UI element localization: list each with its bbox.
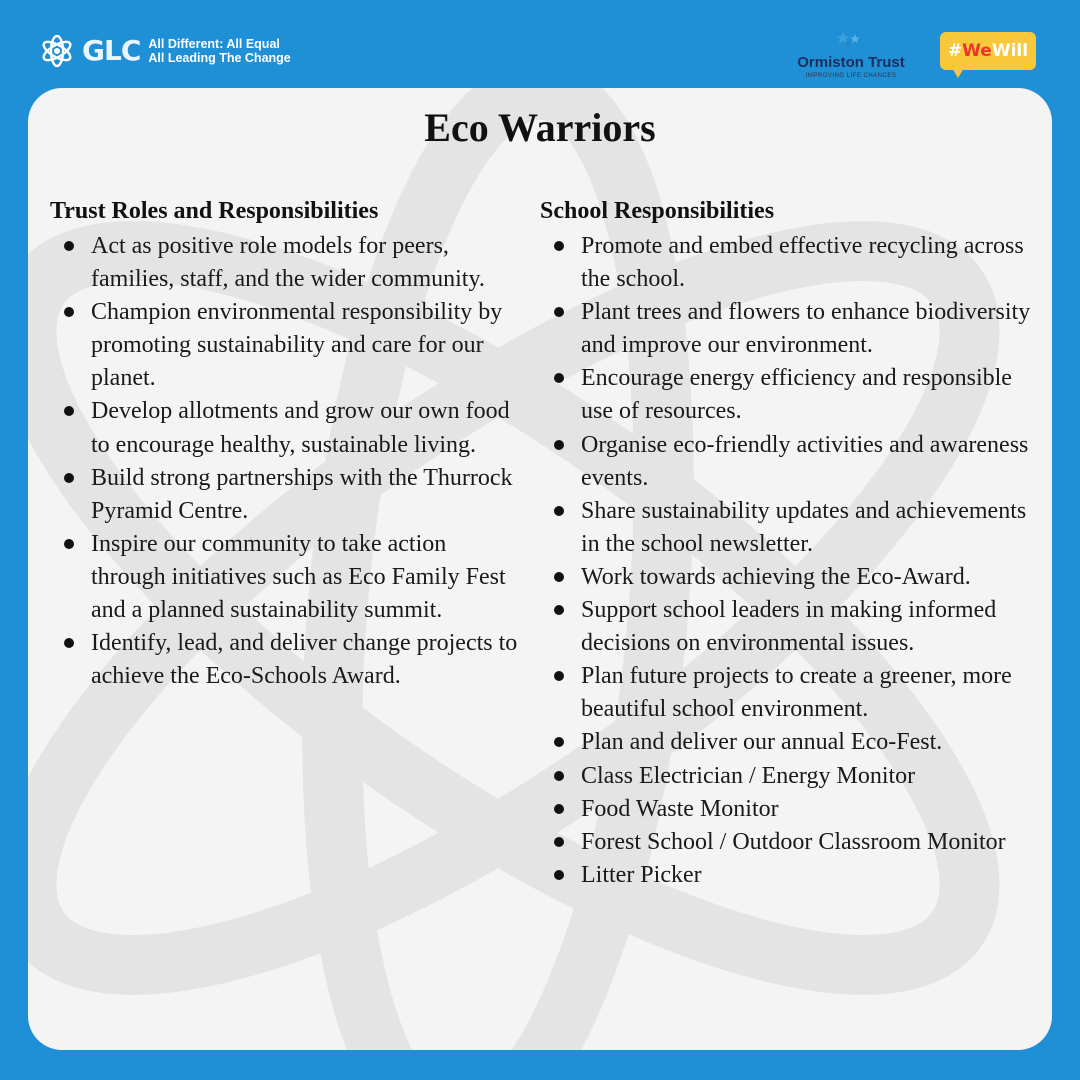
bullet-dot-icon xyxy=(554,307,564,317)
list-item xyxy=(540,726,1040,759)
list-item xyxy=(540,561,1040,594)
list-item-text: Inspire our community to take action through initiatives such as Eco Family Fest and a planned sustainability summit. xyxy=(91,530,506,624)
list-item xyxy=(540,495,1040,561)
list-item xyxy=(50,528,520,627)
bullet-dot-icon xyxy=(554,671,564,681)
bullet-dot-icon xyxy=(554,771,564,781)
glc-star-logo-icon xyxy=(40,34,74,68)
list-item-text: Support school leaders in making informed decisions on environmental issues. xyxy=(581,597,997,657)
list-item xyxy=(540,859,1040,892)
list-item xyxy=(540,230,1040,296)
list-item xyxy=(50,230,520,296)
bullet-dot-icon xyxy=(554,440,564,450)
glc-tagline-line-1: All Different: All Equal xyxy=(148,37,280,51)
list-item-text: Promote and embed effective recycling across the school. xyxy=(581,233,1024,293)
list-item xyxy=(540,760,1040,793)
list-item xyxy=(540,826,1040,859)
bullet-dot-icon xyxy=(64,473,74,483)
list-item-text: Share sustainability updates and achievements in the school newsletter. xyxy=(581,497,1027,557)
bullet-dot-icon xyxy=(64,638,74,648)
wewill-will: Will xyxy=(991,41,1029,61)
list-item-text: Identify, lead, and deliver change projects to achieve the Eco-Schools Award. xyxy=(91,630,518,690)
list-item-text: Plant trees and flowers to enhance biodiversity and improve our environment. xyxy=(581,299,1031,359)
trust-roles-list xyxy=(50,230,520,693)
bullet-dot-icon xyxy=(64,406,74,416)
list-item xyxy=(540,793,1040,826)
list-item-text: Plan and deliver our annual Eco-Fest. xyxy=(581,729,943,756)
bullet-dot-icon xyxy=(64,539,74,549)
list-item xyxy=(540,429,1040,495)
list-item-text: Organise eco-friendly activities and awareness events. xyxy=(581,431,1029,491)
list-item xyxy=(50,395,520,461)
trust-roles-column xyxy=(50,196,520,693)
bullet-dot-icon xyxy=(64,241,74,251)
school-responsibilities-list xyxy=(540,230,1040,892)
list-item-text: Champion environmental responsibility by promoting sustainability and care for our planet. xyxy=(91,299,503,392)
ormiston-stars-icon xyxy=(834,30,864,50)
ormiston-trust-name: Ormiston Trust xyxy=(797,54,905,71)
speech-bubble-icon xyxy=(952,68,964,78)
list-item-text: Encourage energy efficiency and responsible use of resources. xyxy=(581,365,1012,425)
wewill-hash: # xyxy=(947,41,963,61)
list-item-text: Work towards achieving the Eco-Award. xyxy=(581,563,971,590)
bullet-dot-icon xyxy=(554,837,564,847)
school-responsibilities-heading: School Responsibilities xyxy=(540,198,775,224)
bullet-dot-icon xyxy=(554,506,564,516)
glc-tagline-line-2: All Leading The Change xyxy=(148,51,291,65)
list-item-text: Forest School / Outdoor Classroom Monitor xyxy=(581,828,1006,855)
list-item-text: Litter Picker xyxy=(581,861,702,888)
bullet-dot-icon xyxy=(554,373,564,383)
bullet-dot-icon xyxy=(64,307,74,317)
glc-logo-text: GLC xyxy=(82,34,141,67)
glc-logo xyxy=(40,34,291,68)
bullet-dot-icon xyxy=(554,804,564,814)
header xyxy=(0,0,1080,92)
list-item xyxy=(540,296,1040,362)
bullet-dot-icon xyxy=(554,605,564,615)
list-item-text: Class Electrician / Energy Monitor xyxy=(581,762,916,789)
list-item-text: Plan future projects to create a greener, more beautiful school environment. xyxy=(581,663,1012,723)
bullet-dot-icon xyxy=(554,572,564,582)
list-item xyxy=(50,462,520,528)
trust-roles-heading: Trust Roles and Responsibilities xyxy=(50,198,379,224)
bullet-dot-icon xyxy=(554,241,564,251)
school-responsibilities-column xyxy=(540,196,1040,892)
wewill-badge xyxy=(940,32,1036,70)
list-item-text: Food Waste Monitor xyxy=(581,795,779,822)
page-title: Eco Warriors xyxy=(424,105,656,150)
bullet-dot-icon xyxy=(554,737,564,747)
wewill-we: We xyxy=(962,41,992,61)
list-item xyxy=(50,296,520,395)
content-card xyxy=(28,88,1052,1050)
list-item xyxy=(50,627,520,693)
glc-tagline xyxy=(148,37,290,65)
list-item-text: Develop allotments and grow our own food to encourage healthy, sustainable living. xyxy=(91,398,510,458)
list-item xyxy=(540,362,1040,428)
list-item-text: Act as positive role models for peers, families, staff, and the wider community. xyxy=(91,233,485,293)
bullet-dot-icon xyxy=(554,870,564,880)
list-item xyxy=(540,594,1040,660)
list-item-text: Build strong partnerships with the Thurrock Pyramid Centre. xyxy=(91,464,513,524)
ormiston-trust-tagline: IMPROVING LIFE CHANCES xyxy=(805,73,897,79)
list-item xyxy=(540,660,1040,726)
